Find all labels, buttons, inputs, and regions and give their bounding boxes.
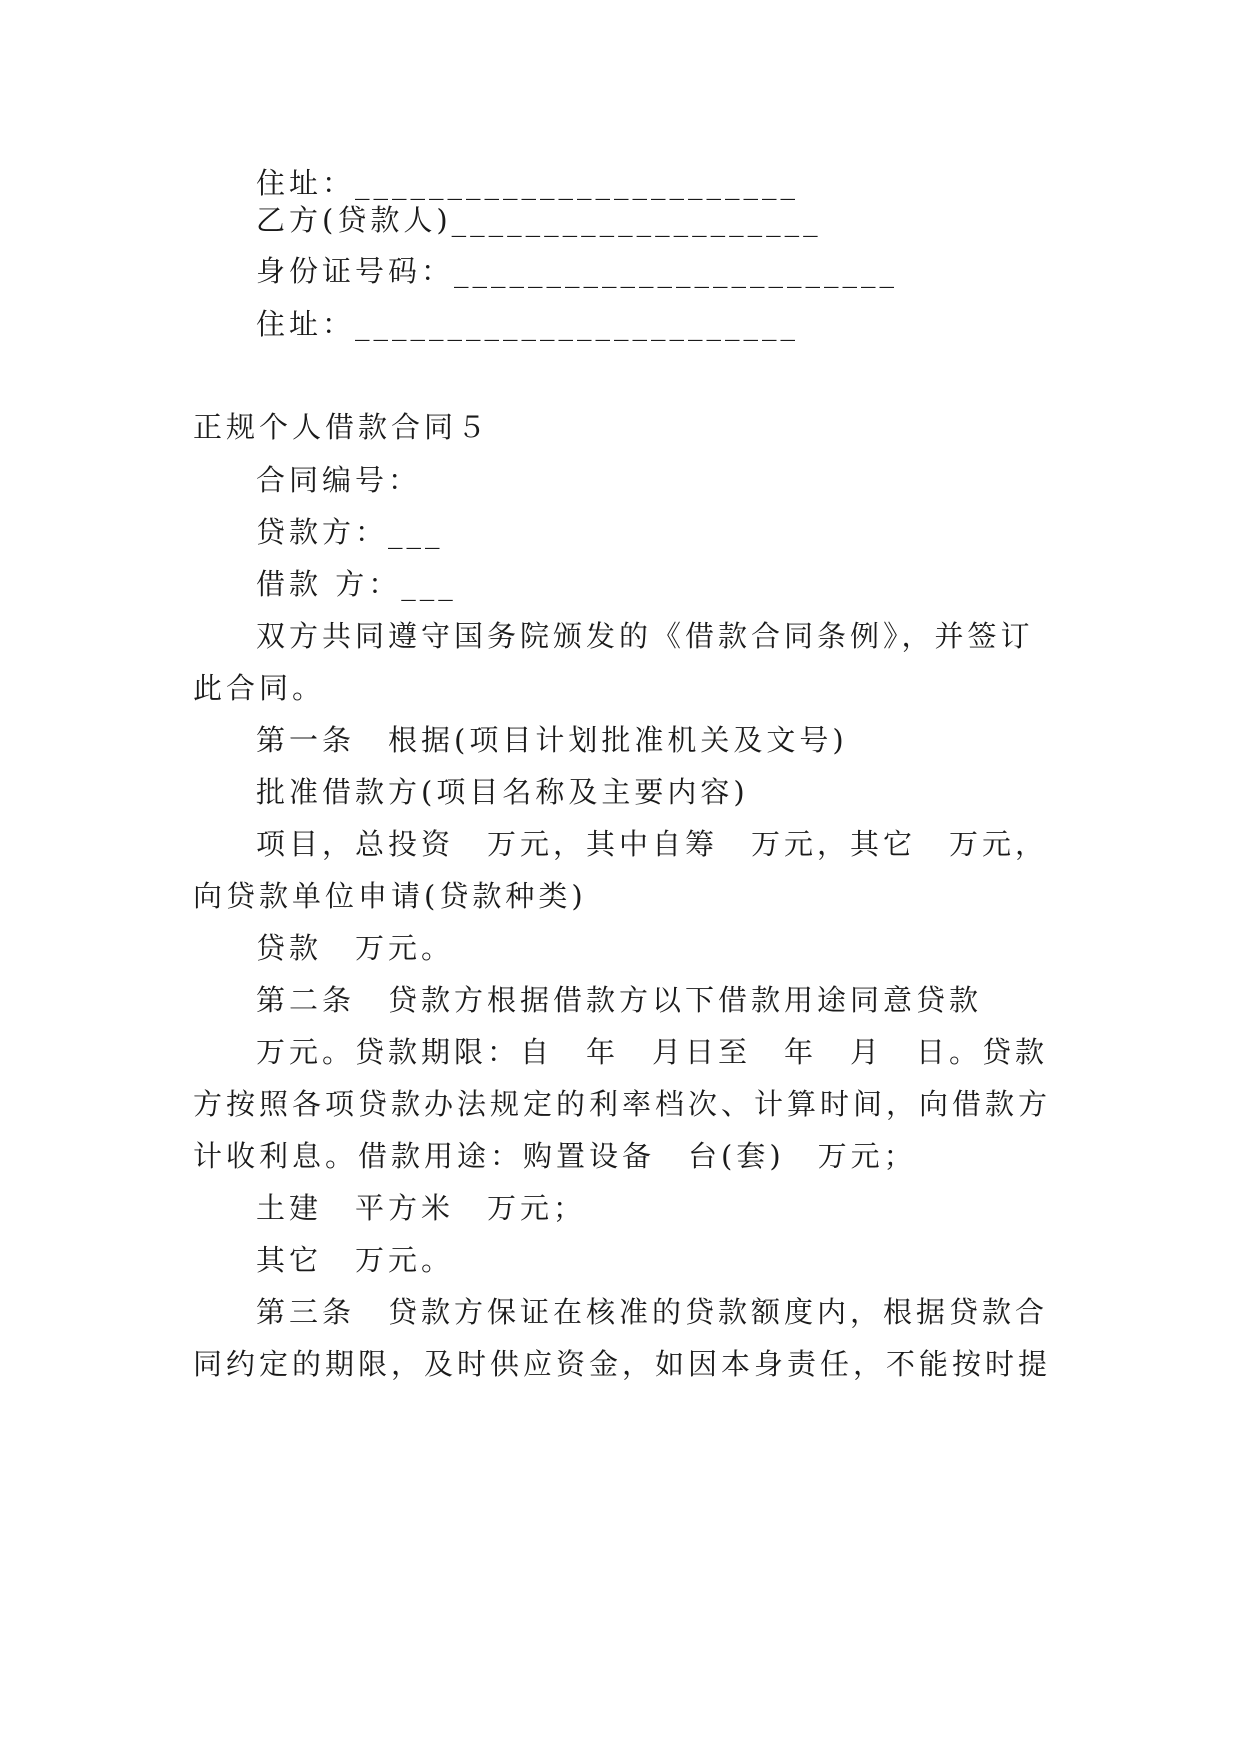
article-1-line-3: 项目，总投资 万元，其中自筹 万元，其它 万元，: [256, 827, 1049, 861]
article-2-line-4: 计收利息。借款用途：购置设备 台(套) 万元；: [193, 1139, 917, 1173]
article-1-line-4: 向贷款单位申请(贷款种类): [193, 879, 587, 913]
article-3-line-2: 同约定的期限，及时供应资金，如因本身责任，不能按时提: [193, 1347, 1052, 1381]
article-3-line-1: 第三条 贷款方保证在核准的贷款额度内，根据贷款合: [256, 1295, 1049, 1329]
article-2-line-1: 第二条 贷款方根据借款方以下借款用途同意贷款: [256, 983, 983, 1017]
article-1-line-5: 贷款 万元。: [256, 931, 455, 965]
address-line-2: 住址：________________________: [256, 307, 800, 341]
preamble-line-1: 双方共同遵守国务院颁发的《借款合同条例》，并签订: [256, 619, 1034, 653]
article-2-line-5: 土建 平方米 万元；: [256, 1191, 587, 1225]
address-line-1: 住址：________________________: [256, 166, 800, 200]
contract-title: 正规个人借款合同５: [193, 410, 491, 444]
borrower-line: 借款 方：___: [256, 567, 457, 601]
contract-number-line: 合同编号：: [256, 463, 422, 497]
party-b-lender-line: 乙方(贷款人)____________________: [256, 203, 822, 237]
article-2-line-6: 其它 万元。: [256, 1243, 455, 1277]
article-1-line-2: 批准借款方(项目名称及主要内容): [256, 775, 749, 809]
preamble-line-2: 此合同。: [193, 671, 326, 705]
article-2-line-3: 方按照各项贷款办法规定的利率档次、计算时间，向借款方: [193, 1087, 1052, 1121]
id-number-line: 身份证号码：________________________: [256, 254, 899, 288]
article-1-line-1: 第一条 根据(项目计划批准机关及文号): [256, 723, 848, 757]
lender-line: 贷款方：___: [256, 515, 444, 549]
article-2-line-2: 万元。贷款期限：自 年 月日至 年 月 日。贷款: [256, 1035, 1049, 1069]
